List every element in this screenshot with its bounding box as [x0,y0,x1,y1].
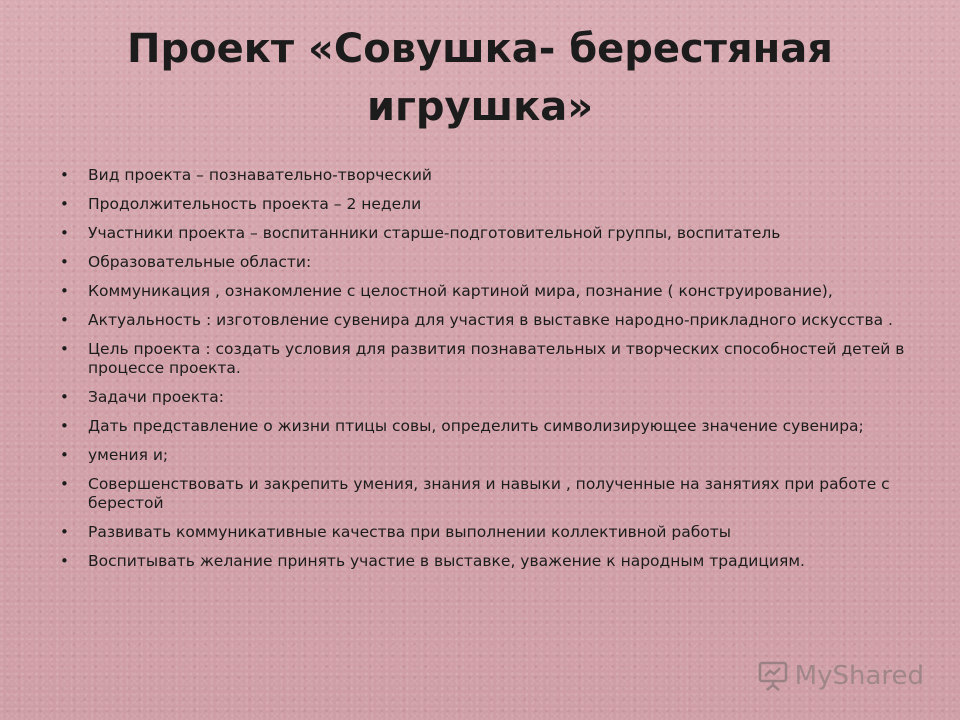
slide-title-line-1: Проект «Совушка- берестяная [127,26,833,72]
bullet-item: • Воспитывать желание принять участие в выставке, уважение к народным традициям. [60,552,920,571]
bullet-item: • Совершенствовать и закрепить умения, знания и навыки , полученные на занятиях при работе с берестой [60,475,920,513]
bullet-item: • умения и; [60,446,920,465]
bullet-item: • Дать представление о жизни птицы совы, определить символизирующее значение сувенира; [60,417,920,436]
bullet-list [60,166,920,581]
watermark [757,660,924,692]
watermark-text: MyShared [794,661,924,691]
bullet-item: • Коммуникация , ознакомление с целостной картиной мира, познание ( конструирование), [60,282,920,301]
bullet-item: • Цель проекта : создать условия для развития познавательных и творческих способностей детей в процессе проекта. [60,340,920,378]
bullet-item: • Развивать коммуникативные качества при выполнении коллективной работы [60,523,920,542]
bullet-item: • Образовательные области: [60,253,920,272]
bullet-item: • Актуальность : изготовление сувенира для участия в выставке народно-прикладного искусства . [60,311,920,330]
bullet-item: • Задачи проекта: [60,388,920,407]
presentation-board-icon [757,660,789,692]
bullet-item: • Участники проекта – воспитанники старше-подготовительной группы, воспитатель [60,224,920,243]
bullet-item: • Вид проекта – познавательно-творческий [60,166,920,185]
slide-title-line-2: игрушка» [366,84,594,130]
slide-title [80,20,880,136]
bullet-item: • Продолжительность проекта – 2 недели [60,195,920,214]
